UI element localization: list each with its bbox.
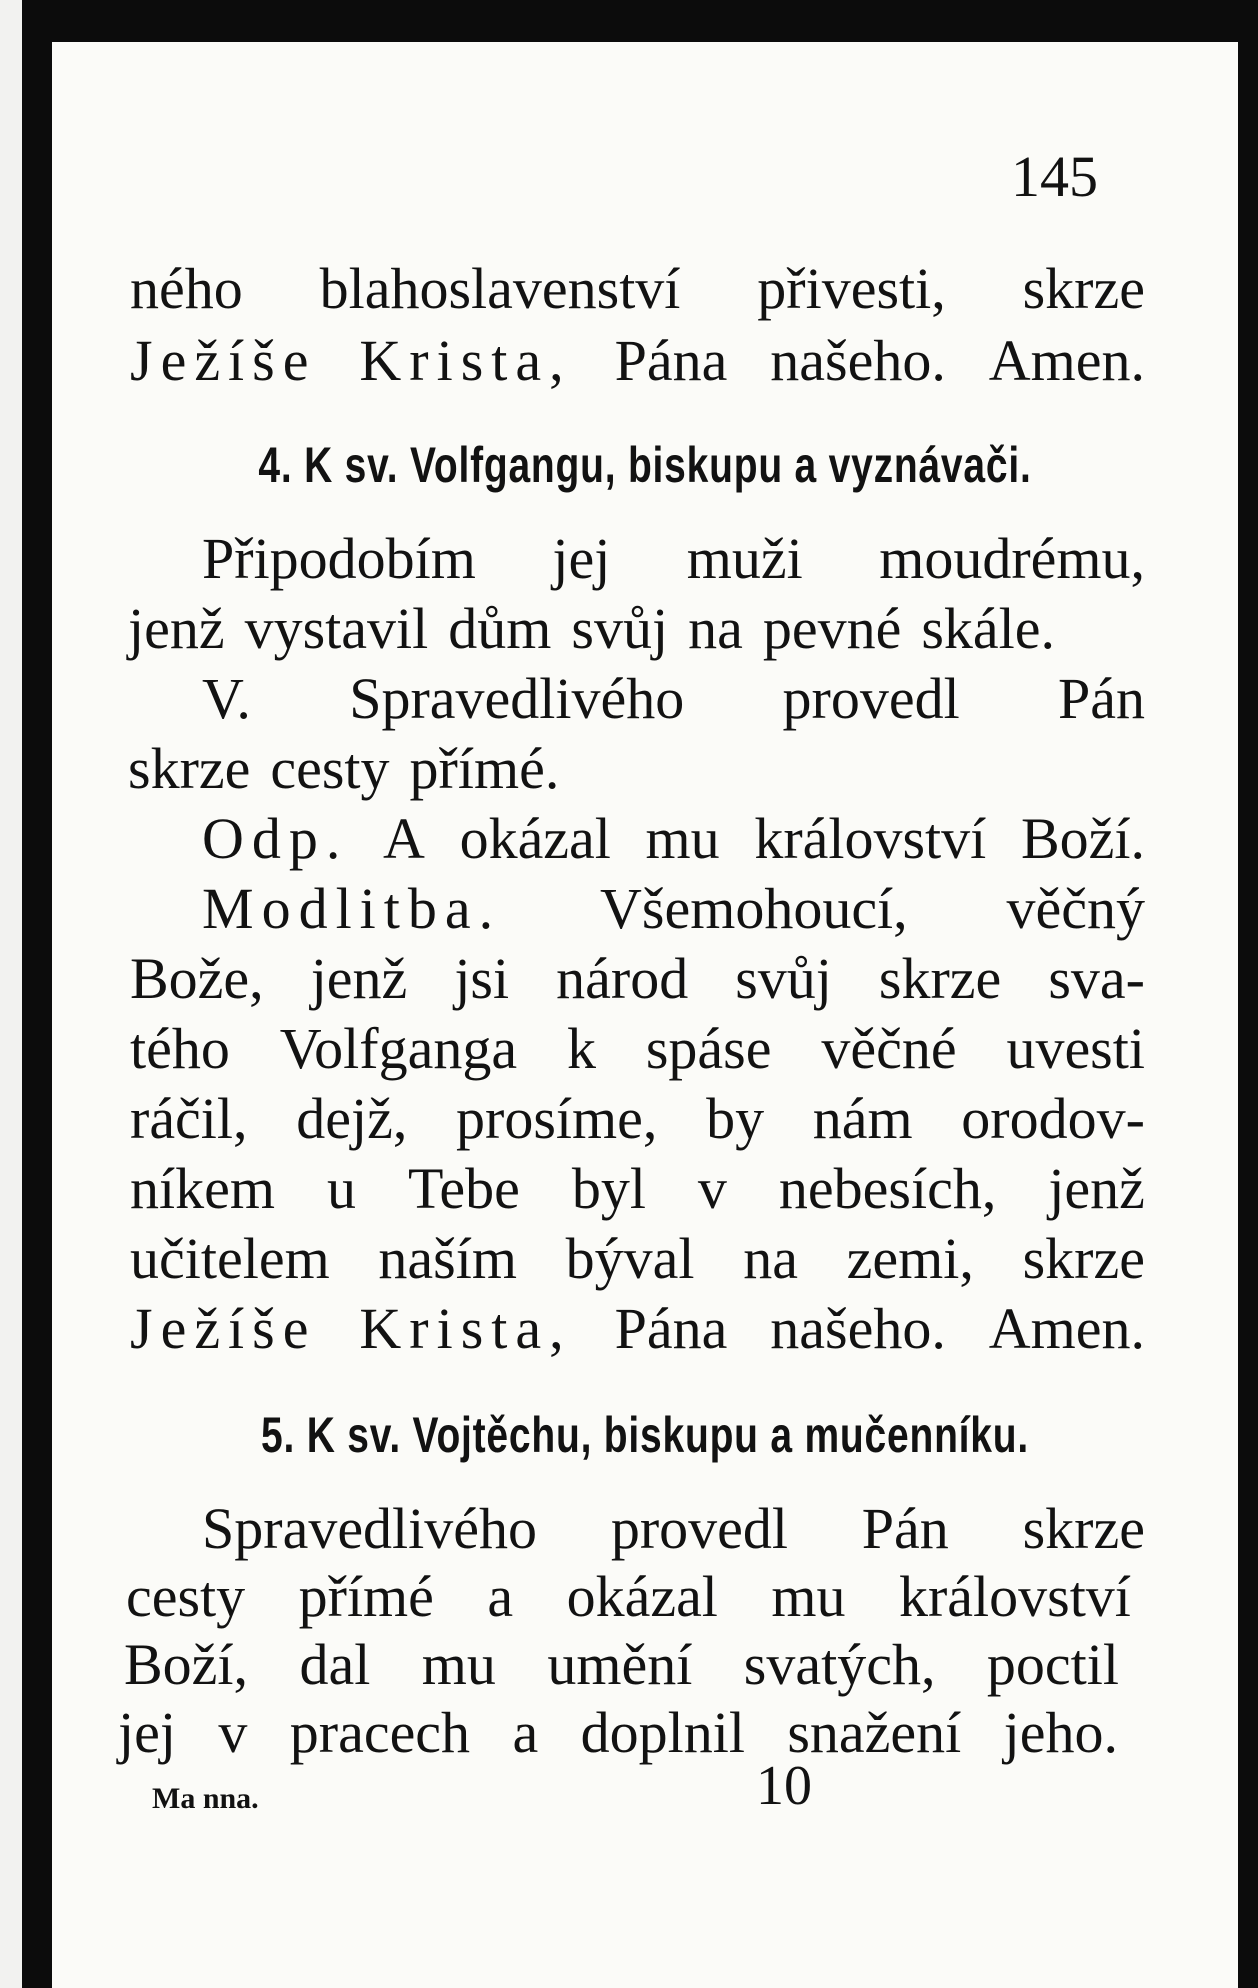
word: skrze (128, 736, 251, 801)
word: Amen. (988, 328, 1145, 393)
word: Pána (614, 1296, 728, 1361)
word: okázal (566, 1564, 718, 1629)
word: k (566, 1016, 596, 1081)
word: jenž (1048, 1156, 1145, 1221)
word: skrze (878, 946, 1002, 1011)
text-line (130, 1296, 1145, 1372)
word: mu (645, 806, 720, 871)
text-line (126, 1564, 1131, 1640)
word: okázal (459, 806, 611, 871)
word: skrze (1022, 1226, 1145, 1291)
word: Všemohoucí, (600, 876, 908, 941)
word: cesty (270, 736, 390, 801)
word: Pán (1057, 666, 1145, 731)
word: sva- (1048, 946, 1145, 1011)
word: království (898, 1564, 1131, 1629)
page-number: 145 (1011, 144, 1098, 209)
word: přímé (298, 1564, 434, 1629)
text-line (128, 736, 1143, 812)
word: jenž (310, 946, 408, 1011)
word: u (326, 1156, 356, 1221)
word: provedl (782, 666, 960, 731)
word: svůj (571, 596, 669, 661)
word: království (754, 806, 987, 871)
section-heading: 4. K sv. Volfgangu, biskupu a vyznávači. (258, 437, 1032, 493)
word: muži (686, 526, 803, 591)
word: Připodobím (202, 526, 476, 591)
text-line (202, 526, 1145, 602)
word: v (697, 1156, 727, 1221)
word: Pána (614, 328, 728, 393)
word: umění (547, 1632, 693, 1697)
word: dům (448, 596, 552, 661)
word: dal (299, 1632, 371, 1697)
text-line (202, 876, 1145, 952)
text-line (130, 946, 1145, 1022)
section-heading: 5. K sv. Vojtěchu, biskupu a mučenníku. (261, 1407, 1029, 1463)
word: poctil (986, 1632, 1119, 1697)
word: A (383, 806, 425, 871)
signature-mark: Ma nna. (152, 1782, 259, 1815)
word: a (512, 1700, 539, 1765)
word: Odp. (202, 806, 349, 871)
word: mu (771, 1564, 846, 1629)
word: skrze (1022, 256, 1145, 321)
word: Tebe (407, 1156, 520, 1221)
book-page (52, 42, 1238, 1988)
word: učitelem (130, 1226, 330, 1291)
word: jsi (454, 946, 510, 1011)
word: zemi, (846, 1226, 974, 1291)
word: doplnil (580, 1700, 745, 1765)
word: Pán (861, 1496, 949, 1561)
word: na (688, 596, 743, 661)
word: a (487, 1564, 514, 1629)
word: snažení (787, 1700, 962, 1765)
word: Spravedlivého (349, 666, 685, 731)
text-line (130, 1156, 1145, 1232)
word: národ (556, 946, 689, 1011)
word: byl (571, 1156, 646, 1221)
word: na (743, 1226, 798, 1291)
text-line (118, 1700, 1118, 1776)
text-line (202, 806, 1145, 882)
word: jenž (128, 596, 225, 661)
word: provedl (610, 1496, 788, 1561)
word: Boží, (124, 1632, 249, 1697)
word: našeho. (770, 1296, 946, 1361)
word: Krista, (359, 328, 572, 393)
word: Boží. (1020, 806, 1145, 871)
sheet-number: 10 (756, 1755, 812, 1817)
word: věčné (821, 1016, 957, 1081)
text-line (124, 1632, 1119, 1708)
word: Spravedlivého (202, 1496, 538, 1561)
text-line (130, 1016, 1145, 1092)
word: spáse (645, 1016, 772, 1081)
word: naším (378, 1226, 517, 1291)
word: býval (565, 1226, 695, 1291)
word: skrze (1022, 1496, 1145, 1561)
word: tého (130, 1016, 230, 1081)
word: Ježíše (130, 328, 317, 393)
word: pevné (762, 596, 902, 661)
word: Volfganga (279, 1016, 518, 1081)
text-line (130, 1086, 1145, 1162)
text-line (202, 666, 1145, 742)
word: svůj (735, 946, 832, 1011)
word: Amen. (988, 1296, 1145, 1361)
word: přivesti, (757, 256, 946, 321)
text-line (130, 256, 1145, 332)
word: ráčil, (130, 1086, 248, 1151)
text-line (128, 596, 1143, 672)
word: níkem (130, 1156, 275, 1221)
word: svatých, (743, 1632, 936, 1697)
word: vystavil (244, 596, 429, 661)
word: mu (421, 1632, 496, 1697)
word: V. (202, 666, 251, 731)
word: nebesích, (778, 1156, 997, 1221)
word: skále. (921, 596, 1056, 661)
word: blahoslavenství (319, 256, 681, 321)
word: Ježíše (130, 1296, 317, 1361)
word: jeho. (1003, 1700, 1118, 1765)
word: Bože, (130, 946, 264, 1011)
word: by (706, 1086, 765, 1151)
left-page-edge (0, 0, 22, 1988)
word: nám (812, 1086, 913, 1151)
word: jej (118, 1700, 176, 1765)
word: uvesti (1006, 1016, 1145, 1081)
word: přímé. (409, 736, 560, 801)
word: Modlitba. (202, 876, 502, 941)
word: věčný (1006, 876, 1145, 941)
word: dejž, (296, 1086, 408, 1151)
word: jej (552, 526, 611, 591)
text-line (130, 1226, 1145, 1302)
word: pracech (289, 1700, 471, 1765)
word: cesty (126, 1564, 246, 1629)
word: orodov- (961, 1086, 1145, 1151)
word: prosíme, (456, 1086, 658, 1151)
text-line (202, 1496, 1145, 1572)
text-line (130, 328, 1145, 404)
word: našeho. (770, 328, 946, 393)
word: ného (130, 256, 243, 321)
word: Krista, (359, 1296, 572, 1361)
word: v (218, 1700, 248, 1765)
word: moudrému, (879, 526, 1145, 591)
